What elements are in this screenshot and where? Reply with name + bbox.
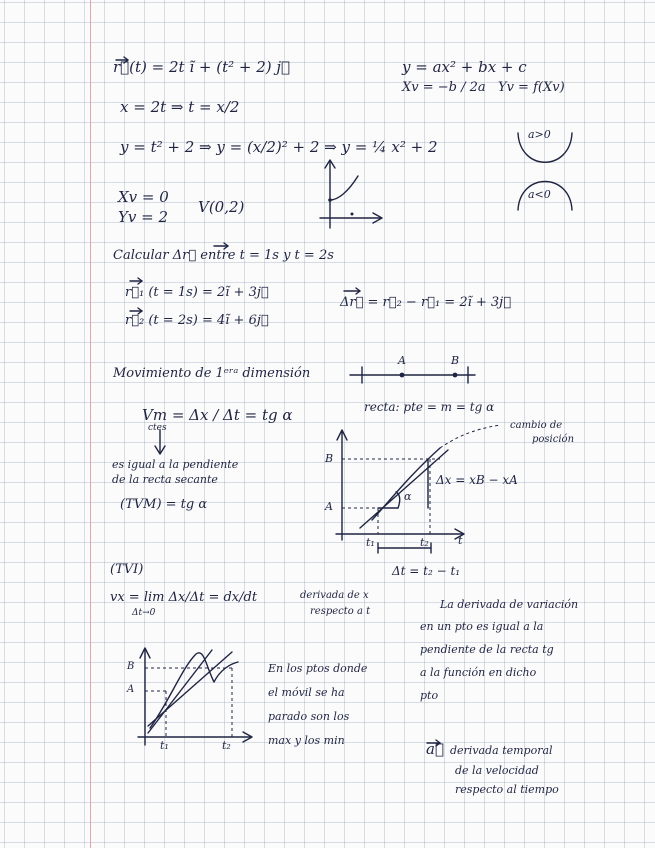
right-note-line-4: a la función en dicho	[420, 666, 537, 679]
tvi-graph-b: B	[127, 661, 135, 672]
tvm-formula: (TVM) = tg α	[120, 497, 208, 512]
right-note-line-5: pto	[420, 689, 439, 702]
x-equation: x = 2t ⇒ t = x/2	[120, 98, 240, 116]
concave-down-label: a<0	[528, 188, 551, 201]
mobile-note-line-4: max y los min	[268, 734, 345, 747]
change-note-2: posición	[532, 434, 575, 445]
secant-t2: t₂	[420, 536, 429, 549]
r2-value: r⃗₂ (t = 2s) = 4ĩ + 6j⃗	[125, 313, 269, 328]
displacement-task: Calcular Δr⃗ entre t = 1s y t = 2s	[113, 248, 334, 263]
tvi-limit-sub: Δt→0	[132, 608, 156, 618]
vertex-formula: Xv = −b / 2a	[402, 80, 486, 95]
mobile-note-line-3: parado son los	[268, 710, 350, 723]
tvi-formula: vx = lim Δx/Δt = dx/dt	[110, 590, 258, 605]
secant-t1: t₁	[366, 536, 375, 549]
accel-note-line-2: de la velocidad	[455, 764, 539, 777]
accel-symbol: a⃗	[426, 740, 444, 758]
secant-label-a: A	[325, 500, 333, 513]
vm-note-1: es igual a la pendiente	[112, 458, 239, 471]
point-a-label: A	[398, 354, 406, 367]
right-note-line-3: pendiente de la recta tg	[420, 643, 554, 656]
secant-t-axis: t	[458, 534, 463, 547]
one-dim-title: Movimiento de 1ᵉʳᵃ dimensión	[113, 366, 311, 381]
secant-delta-t: Δt = t₂ − t₁	[392, 564, 461, 578]
slope-line: recta: pte = m = tg α	[364, 400, 495, 414]
tvi-graph-t1: t₁	[160, 739, 169, 752]
right-note-line-1: La derivada de variación	[440, 598, 579, 611]
vm-arrow	[155, 430, 165, 454]
vector-arrows	[116, 57, 360, 314]
tvi-graph-t2: t₂	[222, 739, 231, 752]
vertex-y: Yv = 2	[118, 208, 169, 226]
change-note-1: cambio de	[510, 420, 563, 431]
tvi-graph-a: A	[127, 684, 135, 695]
derivative-note-2: respecto a t	[310, 606, 371, 617]
secant-graph	[336, 425, 500, 553]
vm-subscript: ctes	[148, 423, 167, 433]
derivative-note-1: derivada de x	[300, 590, 369, 601]
one-dim-line	[350, 367, 475, 383]
concave-up-label: a>0	[528, 128, 551, 141]
vm-note-2: de la recta secante	[112, 473, 218, 486]
mobile-note-line-1: En los ptos donde	[268, 662, 368, 675]
secant-label-b: B	[325, 452, 334, 465]
mobile-note-line-2: el móvil se ha	[268, 686, 345, 699]
vm-formula: Vm = Δx / Δt = tg α	[142, 406, 293, 424]
accel-note-line-3: respecto al tiempo	[455, 783, 559, 796]
tvi-title: (TVI)	[110, 562, 144, 577]
r1-value: r⃗₁ (t = 1s) = 2ĩ + 3j⃗	[125, 285, 269, 300]
accel-note-line-1: derivada temporal	[450, 744, 553, 757]
vertex-parabola-graph	[320, 160, 382, 228]
secant-delta-x: Δx = xB − xA	[436, 473, 518, 487]
vertex-function: Yv = f(Xv)	[498, 80, 565, 95]
tvi-graph	[138, 648, 252, 745]
position-vector-eq: r⃗(t) = 2t ĩ + (t² + 2) j⃗	[113, 58, 291, 76]
secant-alpha: α	[404, 490, 412, 503]
right-note-line-2: en un pto es igual a la	[420, 620, 544, 633]
point-b-label: B	[451, 354, 460, 367]
parabola-general: y = ax² + bx + c	[402, 58, 527, 76]
vertex-point: V(0,2)	[198, 198, 245, 216]
vertex-x: Xv = 0	[118, 188, 169, 206]
y-equation: y = t² + 2 ⇒ y = (x/2)² + 2 ⇒ y = ¼ x² + 2	[120, 138, 438, 156]
delta-r: Δr⃗ = r⃗₂ − r⃗₁ = 2ĩ + 3j⃗	[340, 295, 512, 310]
